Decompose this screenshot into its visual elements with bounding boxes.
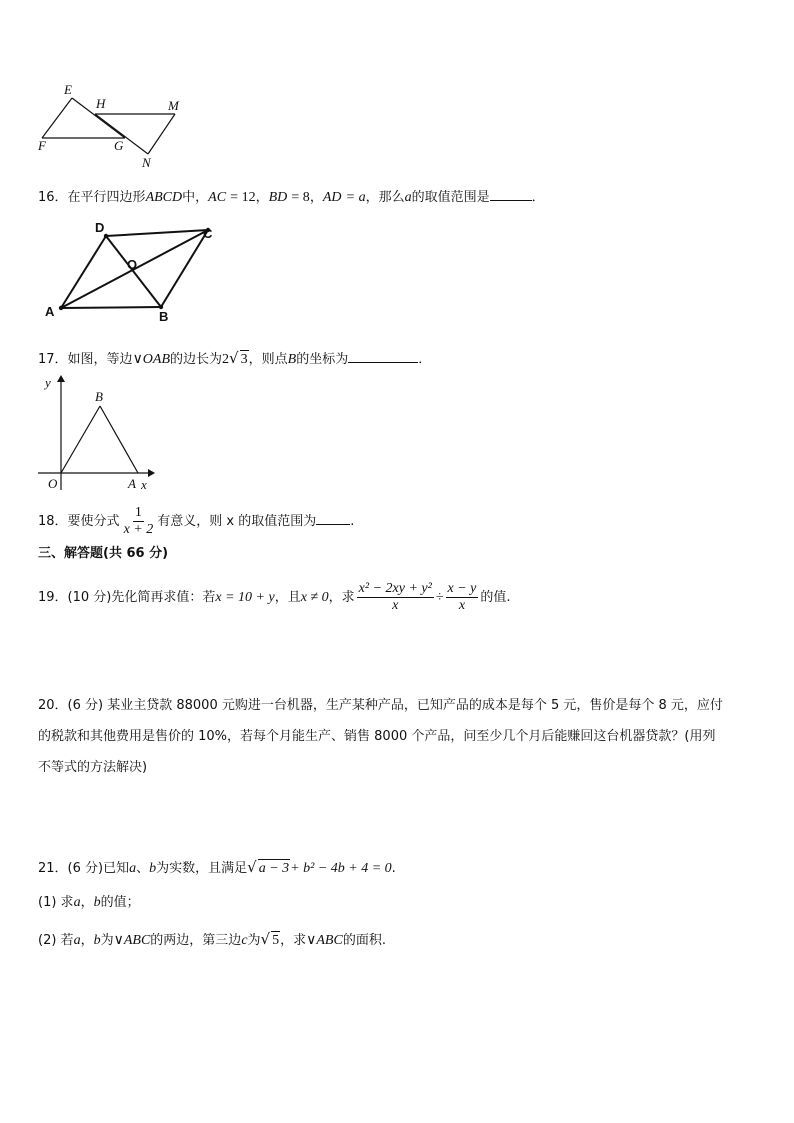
label-O: O bbox=[48, 476, 58, 491]
q18-number: 18． bbox=[38, 514, 68, 529]
q21-part1-comma: ， bbox=[80, 895, 94, 910]
q16-ad: AD bbox=[322, 190, 342, 205]
q21-part2-c: c bbox=[241, 933, 248, 948]
q16-abcd: ABCD bbox=[145, 190, 183, 205]
q19-text-2: ，且 bbox=[274, 590, 301, 605]
q18-numerator: 1 bbox=[134, 505, 142, 520]
q17-radicand: 3 bbox=[240, 352, 248, 367]
q18-answer-blank[interactable] bbox=[316, 511, 350, 525]
q17-text-2: 的边长为 bbox=[170, 352, 223, 367]
label-A: A bbox=[128, 476, 136, 491]
q21-part2-end: 的面积. bbox=[342, 933, 386, 948]
q21-end: . bbox=[391, 861, 396, 876]
q21-part2-label: (2) 若 bbox=[38, 933, 74, 948]
question-18 bbox=[38, 505, 354, 539]
q16-text-3: ，那么 bbox=[365, 190, 405, 205]
q18-end: . bbox=[350, 514, 355, 529]
label-O: O bbox=[127, 257, 138, 272]
q17-text-1: 如图，等边 bbox=[67, 352, 133, 367]
label-B: B bbox=[159, 309, 169, 324]
question-17: 17．如图，等边∨OAB的边长为2√ 3，则点B的坐标为 ． bbox=[38, 349, 432, 367]
q19-numerator-1: x² − 2xy + y² bbox=[358, 581, 432, 596]
q19-text-4: 的值. bbox=[480, 590, 511, 605]
q21-part2-comma: ， bbox=[80, 933, 94, 948]
figure-q16-parallelogram bbox=[40, 215, 230, 325]
q21-part1-b: b bbox=[93, 895, 101, 910]
question-20-line-3: 不等式的方法解决) bbox=[38, 760, 148, 775]
figure-q15-lines bbox=[42, 98, 175, 154]
question-21-part-2: (2) 若a，b为∨ABC的两边，第三边c为√ 5，求∨ABC的面积. bbox=[38, 930, 386, 948]
question-20-line-1: 20．(6 分) 某业主贷款 88000 元购进一台机器，生产某种产品，已知产品的成本是每个 5 元，售价是每个 8 元，应付 bbox=[38, 698, 723, 713]
q21-b: b bbox=[149, 861, 157, 876]
question-16: 16．在平行四边形ABCD中，AC = 12，BD = 8，AD = a，那么a的取值范围是 ． bbox=[38, 187, 545, 207]
label-A: A bbox=[45, 304, 55, 319]
label-H: H bbox=[96, 96, 106, 111]
q21-text-2: 为实数，且满足 bbox=[156, 861, 248, 876]
q21-part2-triangle: ∨ABC bbox=[113, 933, 151, 948]
q19-condition-2: x ≠ 0 bbox=[300, 590, 329, 605]
q17-text-3: ，则点 bbox=[248, 352, 288, 367]
q19-denominator-1: x bbox=[392, 598, 399, 613]
q21-part2-text-2: 的两边，第三边 bbox=[150, 933, 242, 948]
q21-part1-a: a bbox=[73, 895, 81, 910]
q21-number: 21． bbox=[38, 861, 68, 876]
q21-part2-triangle-2: ∨ABC bbox=[306, 933, 343, 948]
q17-answer-blank[interactable] bbox=[348, 349, 418, 363]
q21-part1-end: 的值； bbox=[100, 895, 140, 910]
q18-denominator: x + 2 bbox=[123, 522, 154, 537]
q21-part2-text-4: ，求 bbox=[280, 933, 307, 948]
q16-number: 16． bbox=[38, 190, 68, 205]
figure-q15 bbox=[30, 80, 200, 175]
q16-text-1: 在平行四边形 bbox=[67, 190, 146, 205]
q19-score: (10 分) bbox=[67, 590, 112, 605]
q17-b: B bbox=[287, 352, 297, 367]
question-21-part-1 bbox=[38, 894, 140, 912]
q21-score: (6 分) bbox=[67, 861, 104, 876]
q21-equation-rest: + b² − 4b + 4 = 0 bbox=[290, 861, 392, 876]
q21-text-1: 已知 bbox=[103, 861, 130, 876]
q18-text-2: 有意义，则 x 的取值范围为 bbox=[157, 514, 317, 529]
q21-separator: 、 bbox=[136, 861, 150, 876]
q18-fraction bbox=[122, 505, 156, 538]
q19-number: 19． bbox=[38, 590, 68, 605]
q16-ad-value: = a bbox=[345, 190, 366, 205]
q17-two: 2 bbox=[222, 352, 230, 367]
q17-text-4: 的坐标为 bbox=[296, 352, 349, 367]
q19-text-3: ，求 bbox=[328, 590, 355, 605]
q18-text-1: 要使分式 bbox=[67, 514, 120, 529]
q21-part2-text-3: 为 bbox=[247, 933, 261, 948]
q16-bd-value: = 8 bbox=[291, 190, 310, 205]
question-20-line-2: 的税款和其他费用是售价的 10%，若每个月能生产、销售 8000 个产品，问至少几个月后能赚回这台机器贷款？(用列 bbox=[38, 729, 716, 744]
q16-bd: BD bbox=[268, 190, 288, 205]
label-B: B bbox=[95, 389, 103, 404]
q17-end: ． bbox=[418, 352, 432, 367]
q19-text-1: 先化简再求值：若 bbox=[111, 590, 216, 605]
q16-ac: AC bbox=[208, 190, 227, 205]
figure-q17-triangle bbox=[30, 373, 160, 495]
q19-condition-1: x = 10 + y bbox=[215, 590, 275, 605]
q19-fraction-2 bbox=[446, 581, 479, 614]
q17-number: 17． bbox=[38, 352, 68, 367]
q21-part1-label: (1) 求 bbox=[38, 895, 74, 910]
label-M: M bbox=[168, 98, 179, 113]
q19-divide: ÷ bbox=[435, 590, 444, 605]
label-y: y bbox=[45, 375, 51, 390]
label-D: D bbox=[95, 220, 105, 235]
q21-a: a bbox=[129, 861, 137, 876]
label-N: N bbox=[142, 155, 151, 170]
q16-end: ． bbox=[531, 190, 545, 205]
question-21: 21．(6 分)已知a、b为实数，且满足√ a − 3+ b² − 4b + 4 = 0. bbox=[38, 858, 396, 876]
q16-text-4: 的取值范围是 bbox=[411, 190, 490, 205]
q16-a: a bbox=[404, 190, 412, 205]
q19-fraction-1 bbox=[357, 581, 434, 614]
label-F: F bbox=[38, 138, 46, 153]
q16-ac-value: = 12 bbox=[230, 190, 256, 205]
label-x: x bbox=[141, 477, 147, 492]
q21-part2-a: a bbox=[73, 933, 81, 948]
q21-part2-b: b bbox=[93, 933, 101, 948]
q21-part2-radicand: 5 bbox=[272, 933, 280, 948]
q19-denominator-2: x bbox=[458, 598, 466, 613]
label-C: C bbox=[203, 226, 213, 241]
label-G: G bbox=[114, 138, 124, 153]
q21-part2-text-1: 为 bbox=[100, 933, 114, 948]
q16-text-2: 中， bbox=[182, 190, 209, 205]
q21-radicand: a − 3 bbox=[258, 861, 290, 876]
q19-numerator-2: x − y bbox=[447, 581, 477, 596]
q16-answer-blank[interactable] bbox=[490, 187, 532, 201]
section-heading: 三、解答题(共 66 分) bbox=[38, 546, 169, 561]
q17-triangle: ∨OAB bbox=[132, 352, 171, 367]
label-E: E bbox=[64, 82, 72, 97]
question-19 bbox=[38, 579, 511, 617]
